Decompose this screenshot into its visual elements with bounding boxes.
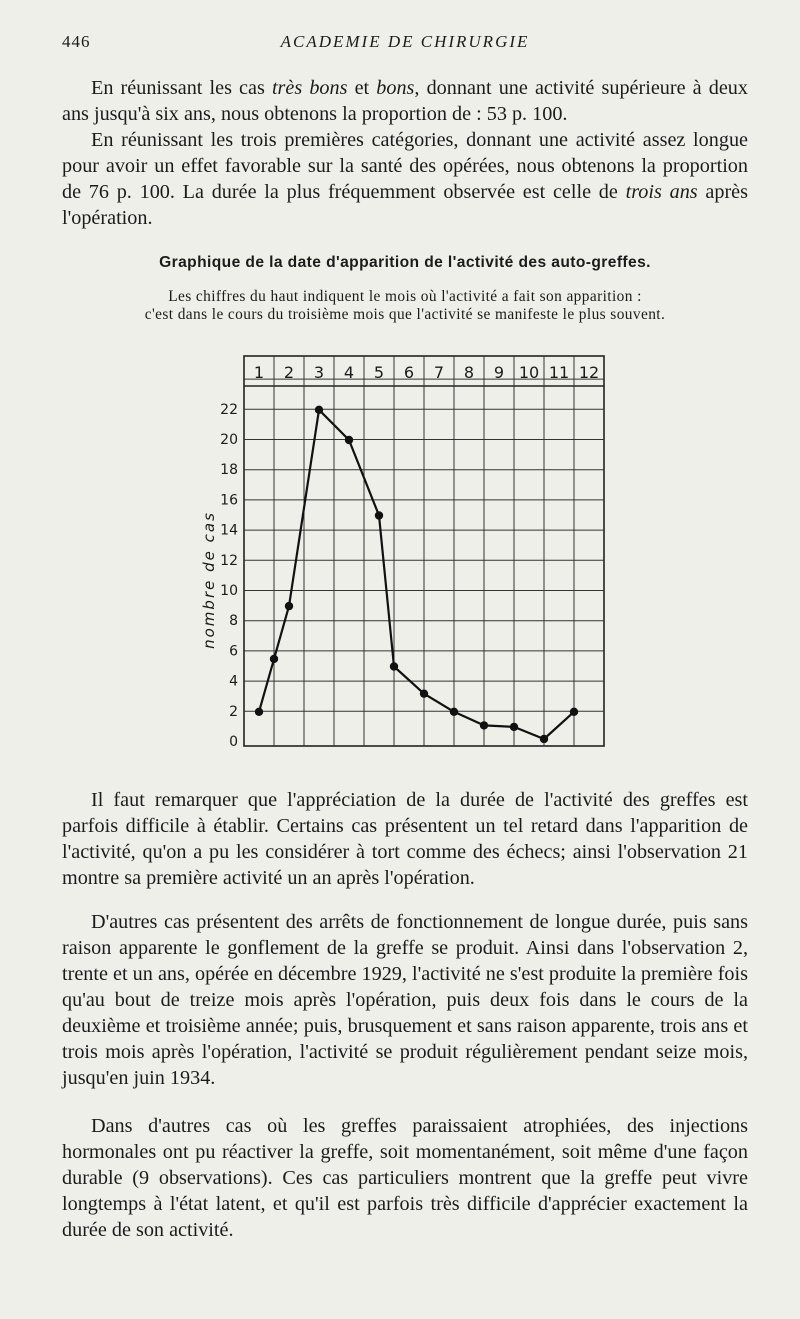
data-point — [255, 708, 263, 716]
month-label: 12 — [578, 363, 600, 382]
month-label: 7 — [433, 363, 445, 382]
data-point — [570, 708, 578, 716]
y-tick-label: 10 — [220, 583, 238, 599]
y-tick-label: 8 — [229, 613, 238, 630]
month-label: 9 — [493, 363, 505, 382]
data-point — [315, 406, 323, 414]
data-point — [420, 689, 428, 697]
data-point — [270, 655, 278, 663]
text-run: Il faut remarquer que l'appréciation de la durée de l'activité des greffes est parfois difficile à établir. Certains cas présentent un tel retard dans l'apparition de l'activité, qu'on a pu les considérer à tort comme des échecs; ainsi l'observation 21 montre sa première activité un an après l'opération. — [62, 789, 748, 889]
data-point — [480, 721, 488, 729]
month-label: 5 — [373, 363, 385, 382]
y-axis-label: nombre de cas — [200, 511, 218, 649]
paragraph-5 — [62, 1113, 748, 1243]
text-run-italic: bons — [376, 77, 415, 99]
y-tick-label: 18 — [220, 462, 238, 479]
month-label: 2 — [283, 363, 295, 382]
data-point — [345, 436, 353, 444]
data-point — [510, 723, 518, 731]
y-tick-label: 0 — [229, 734, 238, 750]
text-run: Dans d'autres cas où les greffes paraissaient atrophiées, des injections hormonales ont pu réactiver la greffe, soit momentanément, soit même d'une façon durable (9 observations). Ces cas particuliers montrent que la greffe peut vivre longtemps à l'état latent, et qu'il est parfois très difficile d'apprécier exactement la durée de son activité. — [62, 1115, 748, 1241]
month-label: 11 — [548, 363, 570, 382]
text-run-italic: très bons — [271, 77, 348, 99]
data-point — [450, 708, 458, 716]
y-tick-label: 2 — [229, 703, 238, 720]
series-line — [259, 410, 574, 739]
y-tick-label: 4 — [229, 673, 238, 690]
data-point — [390, 662, 398, 670]
month-label: 4 — [343, 363, 355, 382]
y-tick-label: 22 — [220, 401, 238, 418]
data-point — [285, 602, 293, 610]
caption-line-2: c'est dans le cours du troisième mois que l'activité se manifeste le plus souvent. — [144, 306, 666, 323]
data-point — [540, 735, 548, 743]
paragraph-4 — [62, 909, 748, 1091]
figure-title: Graphique de la date d'apparition de l'activité des auto-greffes. — [159, 254, 651, 271]
y-tick-label: 12 — [220, 552, 238, 569]
text-run: En réunissant les cas — [91, 77, 272, 99]
data-point — [375, 511, 383, 519]
text-run: En réunissant les trois premières catégories, donnant une activité assez longue pour avoir un effet favorable sur la santé des opérées, nous obtenons la proportion de 76 p. 100. La durée la plus fréquemment observée est celle de — [62, 129, 748, 203]
text-run: après l'opération. — [62, 181, 748, 229]
y-tick-label: 14 — [220, 522, 238, 539]
caption-line-1: Les chiffres du haut indiquent le mois où l'activité a fait son apparition : — [168, 288, 642, 305]
month-label: 10 — [518, 363, 540, 382]
month-label: 6 — [403, 363, 415, 382]
y-tick-label: 6 — [229, 643, 238, 660]
page-number: 446 — [62, 32, 91, 51]
month-label: 3 — [313, 363, 325, 382]
paragraph-3 — [62, 787, 748, 891]
y-tick-label: 20 — [220, 432, 238, 448]
text-run: , donnant une activité supérieure à deux ans jusqu'à six ans, nous obtenons la proportion de : 53 p. 100. — [62, 77, 748, 125]
running-head: ACADEMIE DE CHIRURGIE — [280, 32, 530, 51]
y-tick-label: 16 — [220, 492, 238, 509]
text-run: D'autres cas présentent des arrêts de fonctionnement de longue durée, puis sans raison apparente le gonflement de la greffe se produit. Ainsi dans l'observation 2, trente et un ans, opérée en décembre 1929, l'activité ne s'est produite la première fois qu'au bout de treize mois après l'opération, puis deux fois dans le cours de la deuxième et troisième année; puis, brusquement et sans raison apparente, trois ans et trois mois après l'opération, l'activité se produit régulièrement pendant seize mois, jusqu'en juin 1934. — [62, 911, 748, 1089]
text-run-italic: trois ans — [625, 181, 698, 203]
text-run: et — [347, 77, 377, 99]
month-label: 8 — [463, 363, 475, 382]
month-label: 1 — [253, 363, 265, 382]
